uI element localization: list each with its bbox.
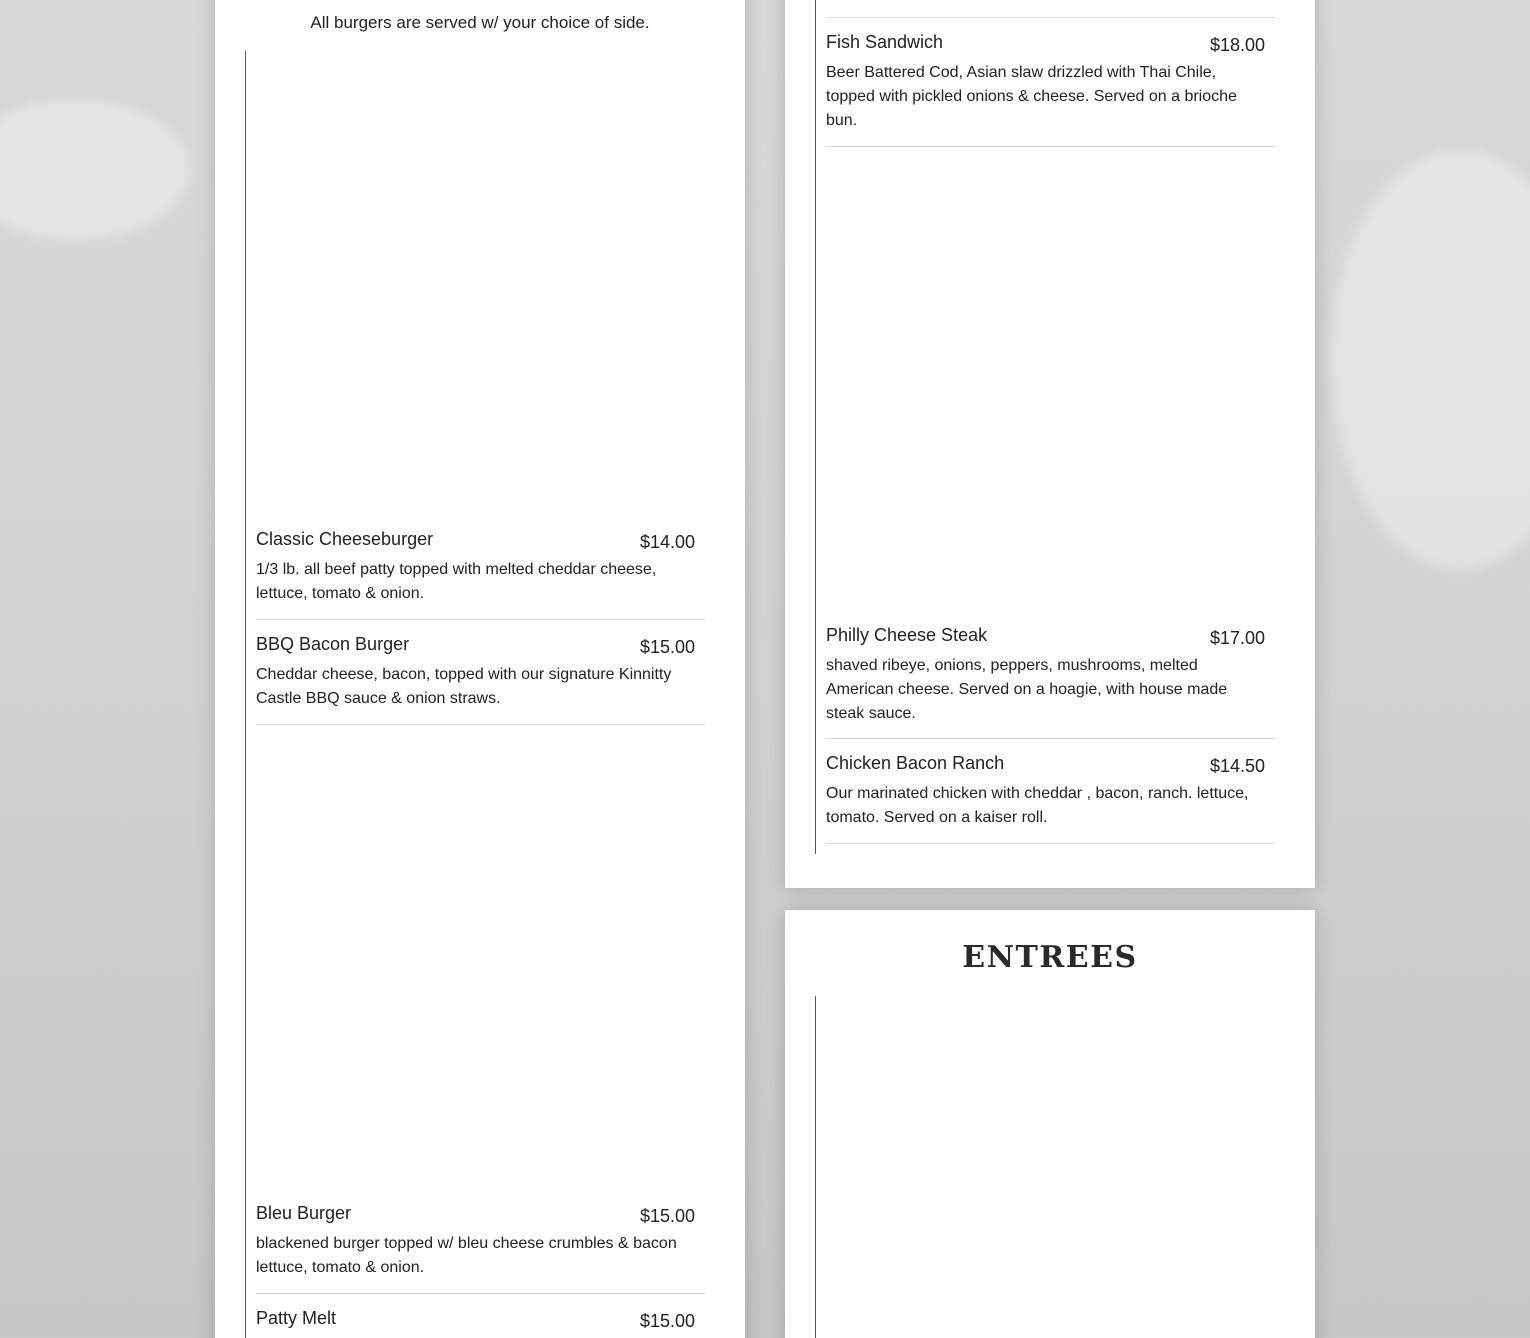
sandwiches-card [785,0,1315,888]
menu-item-name: Fish Sandwich [826,32,944,52]
menu-item-description: blackened burger topped w/ bleu cheese crumbles & bacon lettuce, tomato & onion. [256,1235,677,1276]
background-blur-shape [0,100,190,240]
menu-item-description: Cheddar cheese, bacon, topped with our signature Kinnitty Castle BBQ sauce & onion straws. [256,666,672,707]
menu-item-name: Chicken Bacon Ranch [826,753,1005,773]
menu-item-price: $15.00 [639,1206,695,1226]
menu-item-classic-cheeseburger [256,529,705,620]
menu-item-price: $15.00 [639,1311,695,1331]
menu-item-philly-cheese-steak [826,625,1275,739]
menu-item-name: Patty Melt [256,1308,337,1328]
sandwiches-accent-rail [815,0,816,854]
menu-item-name: Classic Cheeseburger [256,529,434,549]
menu-item-description: Our marinated chicken with cheddar , bacon, ranch. lettuce, tomato. Served on a kaiser roll. [826,785,1249,826]
menu-item-price: $14.50 [1209,756,1265,776]
menu-item-bleu-burger [256,1203,705,1294]
menu-item-fish-sandwich [826,32,1275,147]
menu-item-name: Philly Cheese Steak [826,625,988,645]
menu-item-chicken-bacon-ranch [826,753,1275,844]
menu-item-price: $15.00 [639,637,695,657]
menu-item-price: $17.00 [1209,628,1265,648]
menu-item-price: $14.00 [639,532,695,552]
entrees-card [785,910,1315,1338]
menu-item-description: Beer Battered Cod, Asian slaw drizzled with Thai Chile, topped with pickled onions & cheese. Served on a brioche bun. [826,64,1237,129]
burgers-subtitle: All burgers are served w/ your choice of side. [310,13,650,32]
menu-item-description: 1/3 lb. all beef patty topped with melted cheddar cheese, lettuce, tomato & onion. [256,561,657,602]
menu-item-name: Bleu Burger [256,1203,352,1223]
entrees-heading: ENTREES [962,940,1138,975]
entrees-accent-rail [815,996,816,1338]
menu-item-price: $18.00 [1209,35,1265,55]
burgers-accent-rail [245,51,246,1338]
menu-item-name: BBQ Bacon Burger [256,634,410,654]
menu-item-bbq-bacon-burger [256,634,705,725]
menu-item-patty-melt [256,1308,705,1338]
menu-item-description: shaved ribeye, onions, peppers, mushrooms, melted American cheese. Served on a hoagie, with house made steak sauce. [826,657,1228,722]
divider [826,17,1275,18]
burgers-card [215,0,745,1338]
background-blur-shape [1330,150,1530,570]
